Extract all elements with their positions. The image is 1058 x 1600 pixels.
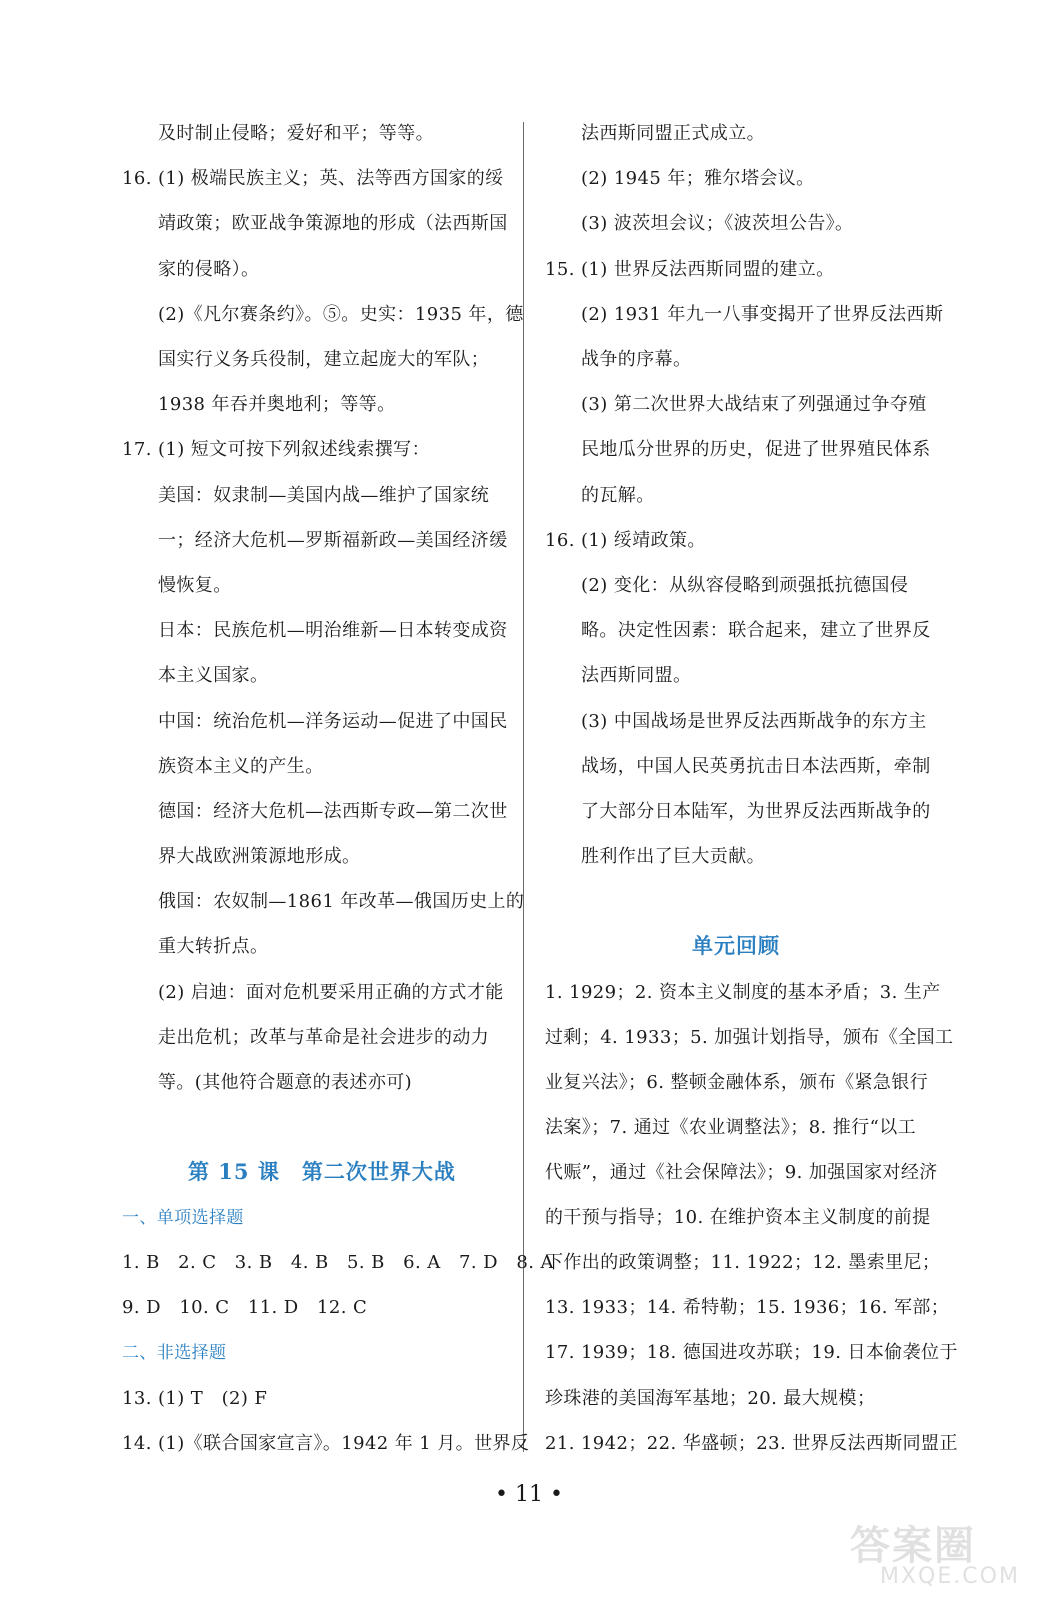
text-line: (2) 变化：从纵容侵略到顽强抵抗德国侵 xyxy=(581,575,909,596)
lesson-title: 第 15 课 第二次世界大战 xyxy=(188,1159,456,1184)
review-line: 1. 1929；2. 资本主义制度的基本矛盾；3. 生产 xyxy=(545,982,941,1003)
text-line: (3) 中国战场是世界反法西斯战争的东方主 xyxy=(581,711,927,732)
text-line: 慢恢复。 xyxy=(158,575,232,596)
text-line: 战场，中国人民英勇抗击日本法西斯，牵制 xyxy=(581,756,931,777)
text-line: 俄国：农奴制—1861 年改革—俄国历史上的 xyxy=(158,891,525,912)
text-line: 1938 年吞并奥地利；等等。 xyxy=(158,394,396,415)
text-line: 国实行义务兵役制，建立起庞大的军队； xyxy=(158,349,490,370)
text-line: (3) 第二次世界大战结束了列强通过争夺殖 xyxy=(581,394,927,415)
text-line: 了大部分日本陆军，为世界反法西斯战争的 xyxy=(581,801,931,822)
text-line: (2)《凡尔赛条约》。⑤。史实：1935 年，德 xyxy=(158,304,524,325)
review-line: 法案》；7. 通过《农业调整法》；8. 推行“以工 xyxy=(545,1117,916,1138)
text-line: 等。(其他符合题意的表述亦可) xyxy=(158,1072,413,1093)
text-line: 日本：民族危机—明治维新—日本转变成资 xyxy=(158,620,508,641)
watermark-url: MXQE.COM xyxy=(880,1564,1020,1589)
review-line: 代赈”，通过《社会保障法》；9. 加强国家对经济 xyxy=(545,1162,938,1183)
text-line: 德国：经济大危机—法西斯专政—第二次世 xyxy=(158,801,508,822)
watermark-text: 答案圈 xyxy=(850,1523,976,1569)
text-line: 族资本主义的产生。 xyxy=(158,756,324,777)
review-line: 过剩；4. 1933；5. 加强计划指导，颁布《全国工 xyxy=(545,1027,954,1048)
question-13-line: 13. (1) T (2) F xyxy=(122,1388,268,1409)
question-17-line: 17. (1) 短文可按下列叙述线索撰写： xyxy=(122,439,430,460)
answer-line: 1. B 2. C 3. B 4. B 5. B 6. A 7. D 8. A xyxy=(122,1252,554,1273)
text-line: 民地瓜分世界的历史，促进了世界殖民体系 xyxy=(581,439,931,460)
text-line: 略。决定性因素：联合起来，建立了世界反 xyxy=(581,620,931,641)
text-line: 重大转折点。 xyxy=(158,936,269,957)
text-line: 走出危机；改革与革命是社会进步的动力 xyxy=(158,1027,490,1048)
review-line: 下作出的政策调整；11. 1922；12. 墨索里尼； xyxy=(545,1252,941,1273)
text-line: (2) 1945 年；雅尔塔会议。 xyxy=(581,168,815,189)
question-14-line: 14. (1)《联合国家宣言》。1942 年 1 月。世界反 xyxy=(122,1433,530,1454)
text-line: 一；经济大危机—罗斯福新政—美国经济缓 xyxy=(158,530,508,551)
review-line: 13. 1933；14. 希特勒；15. 1936；16. 军部； xyxy=(545,1297,950,1318)
text-line: 靖政策；欧亚战争策源地的形成（法西斯国 xyxy=(158,213,508,234)
answer-line: 9. D 10. C 11. D 12. C xyxy=(122,1297,368,1318)
review-line: 业复兴法》；6. 整顿金融体系，颁布《紧急银行 xyxy=(545,1072,929,1093)
review-line: 17. 1939；18. 德国进攻苏联；19. 日本偷袭位于 xyxy=(545,1342,958,1363)
page-number: • 11 • xyxy=(495,1482,563,1507)
text-line: 家的侵略）。 xyxy=(158,259,260,280)
review-line: 的干预与指导；10. 在维护资本主义制度的前提 xyxy=(545,1207,931,1228)
text-line: 本主义国家。 xyxy=(158,665,269,686)
question-16-line: 16. (1) 极端民族主义；英、法等西方国家的绥 xyxy=(122,168,504,189)
text-line: 界大战欧洲策源地形成。 xyxy=(158,846,361,867)
text-line: 法西斯同盟。 xyxy=(581,665,692,686)
watermark-logo xyxy=(850,1514,1040,1594)
text-line: 中国：统治危机—洋务运动—促进了中国民 xyxy=(158,711,508,732)
text-line: 战争的序幕。 xyxy=(581,349,692,370)
section-title: 二、非选择题 xyxy=(122,1343,227,1363)
review-line: 珍珠港的美国海军基地；20. 最大规模； xyxy=(545,1388,876,1409)
text-line: 胜利作出了巨大贡献。 xyxy=(581,846,765,867)
text-line: 法西斯同盟正式成立。 xyxy=(581,123,765,144)
question-16-line: 16. (1) 绥靖政策。 xyxy=(545,530,706,551)
text-line: (3) 波茨坦会议；《波茨坦公告》。 xyxy=(581,213,854,234)
question-15-line: 15. (1) 世界反法西斯同盟的建立。 xyxy=(545,259,835,280)
review-line: 21. 1942；22. 华盛顿；23. 世界反法西斯同盟正 xyxy=(545,1433,958,1454)
text-line: (2) 1931 年九一八事变揭开了世界反法西斯 xyxy=(581,304,944,325)
unit-review-title: 单元回顾 xyxy=(692,933,780,958)
text-line: 美国：奴隶制—美国内战—维护了国家统 xyxy=(158,485,490,506)
section-title: 一、单项选择题 xyxy=(122,1208,244,1228)
text-line: 的瓦解。 xyxy=(581,485,655,506)
text-line: 及时制止侵略；爱好和平；等等。 xyxy=(158,123,434,144)
text-line: (2) 启迪：面对危机要采用正确的方式才能 xyxy=(158,982,504,1003)
